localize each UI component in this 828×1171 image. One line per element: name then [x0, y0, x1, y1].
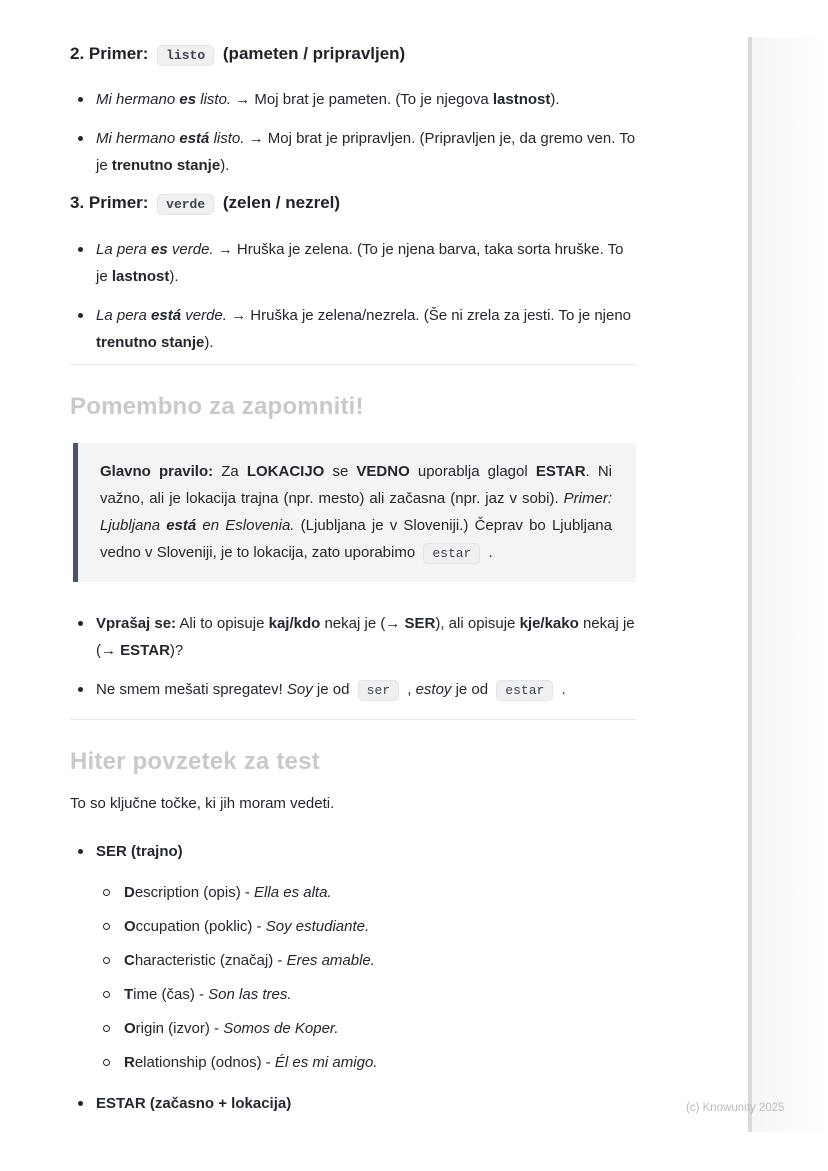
section-divider [70, 364, 636, 365]
list-item: Characteristic (značaj) - Eres amable. [96, 947, 636, 974]
list-item: Mi hermano está listo. → Moj brat je pripravljen. (Pripravljen je, da gremo ven. To je trenutno stanje). [70, 125, 636, 179]
ser-sublist [96, 879, 636, 1076]
example-2-heading: 2. Primer: listo (pameten / pripravljen) [70, 43, 636, 67]
list-item: Origin (izvor) - Somos de Koper. [96, 1015, 636, 1042]
estar-label: ESTAR (začasno + lokacija) [96, 1095, 292, 1112]
list-item: Time (čas) - Son las tres. [96, 981, 636, 1008]
list-item: Description (opis) - Ella es alta. [96, 879, 636, 906]
section-divider [70, 719, 636, 720]
list-item: Relationship (odnos) - Él es mi amigo. [96, 1049, 636, 1076]
list-item: Occupation (poklic) - Soy estudiante. [96, 913, 636, 940]
section-heading-summary: Hiter povzetek za test [70, 748, 320, 775]
section-heading-important: Pomembno za zapomniti! [70, 393, 364, 420]
list-item: La pera es verde. → Hruška je zelena. (To je njena barva, taka sorta hruške. To je lastnost). [70, 236, 636, 290]
callout-main-rule [73, 443, 636, 582]
page-edge-gutter [748, 37, 828, 1132]
summary-list [70, 838, 636, 1117]
list-item-ser [70, 838, 636, 1076]
document-content [70, 0, 636, 1117]
example-2-list [70, 86, 636, 179]
summary-intro: To so ključne točke, ki jih moram vedeti. [70, 795, 335, 812]
list-item-estar [70, 1090, 636, 1117]
example-3-heading: 3. Primer: verde (zelen / nezrel) [70, 192, 636, 216]
copyright-watermark: (c) Knowunity 2025 [686, 1102, 785, 1114]
example-3-list [70, 236, 636, 356]
ser-label: SER (trajno) [96, 843, 183, 860]
list-item: La pera está verde. → Hruška je zelena/nezrela. (Še ni zrela za jesti. To je njeno trenutno stanje). [70, 302, 636, 356]
list-item: Mi hermano es listo. → Moj brat je pameten. (To je njegova lastnost). [70, 86, 636, 113]
list-item: Vprašaj se: Ali to opisuje kaj/kdo nekaj je (→ SER), ali opisuje kje/kako nekaj je (→ ESTAR)? [70, 610, 636, 664]
important-list [70, 610, 636, 704]
list-item: Ne smem mešati spregatev! Soy je od ser , estoy je od estar . [70, 676, 636, 704]
callout-text: Glavno pravilo: Za LOKACIJO se VEDNO uporablja glagol ESTAR. Ni važno, ali je lokacija trajna (npr. mesto) ali začasna (npr. jaz v sobi). Primer: Ljubljana está en Eslovenia. (Ljubljana je v Sloveniji.) Čeprav bo Ljubljana vedno v Sloveniji, je to lokacija, zato uporabimo estar . [100, 458, 612, 567]
